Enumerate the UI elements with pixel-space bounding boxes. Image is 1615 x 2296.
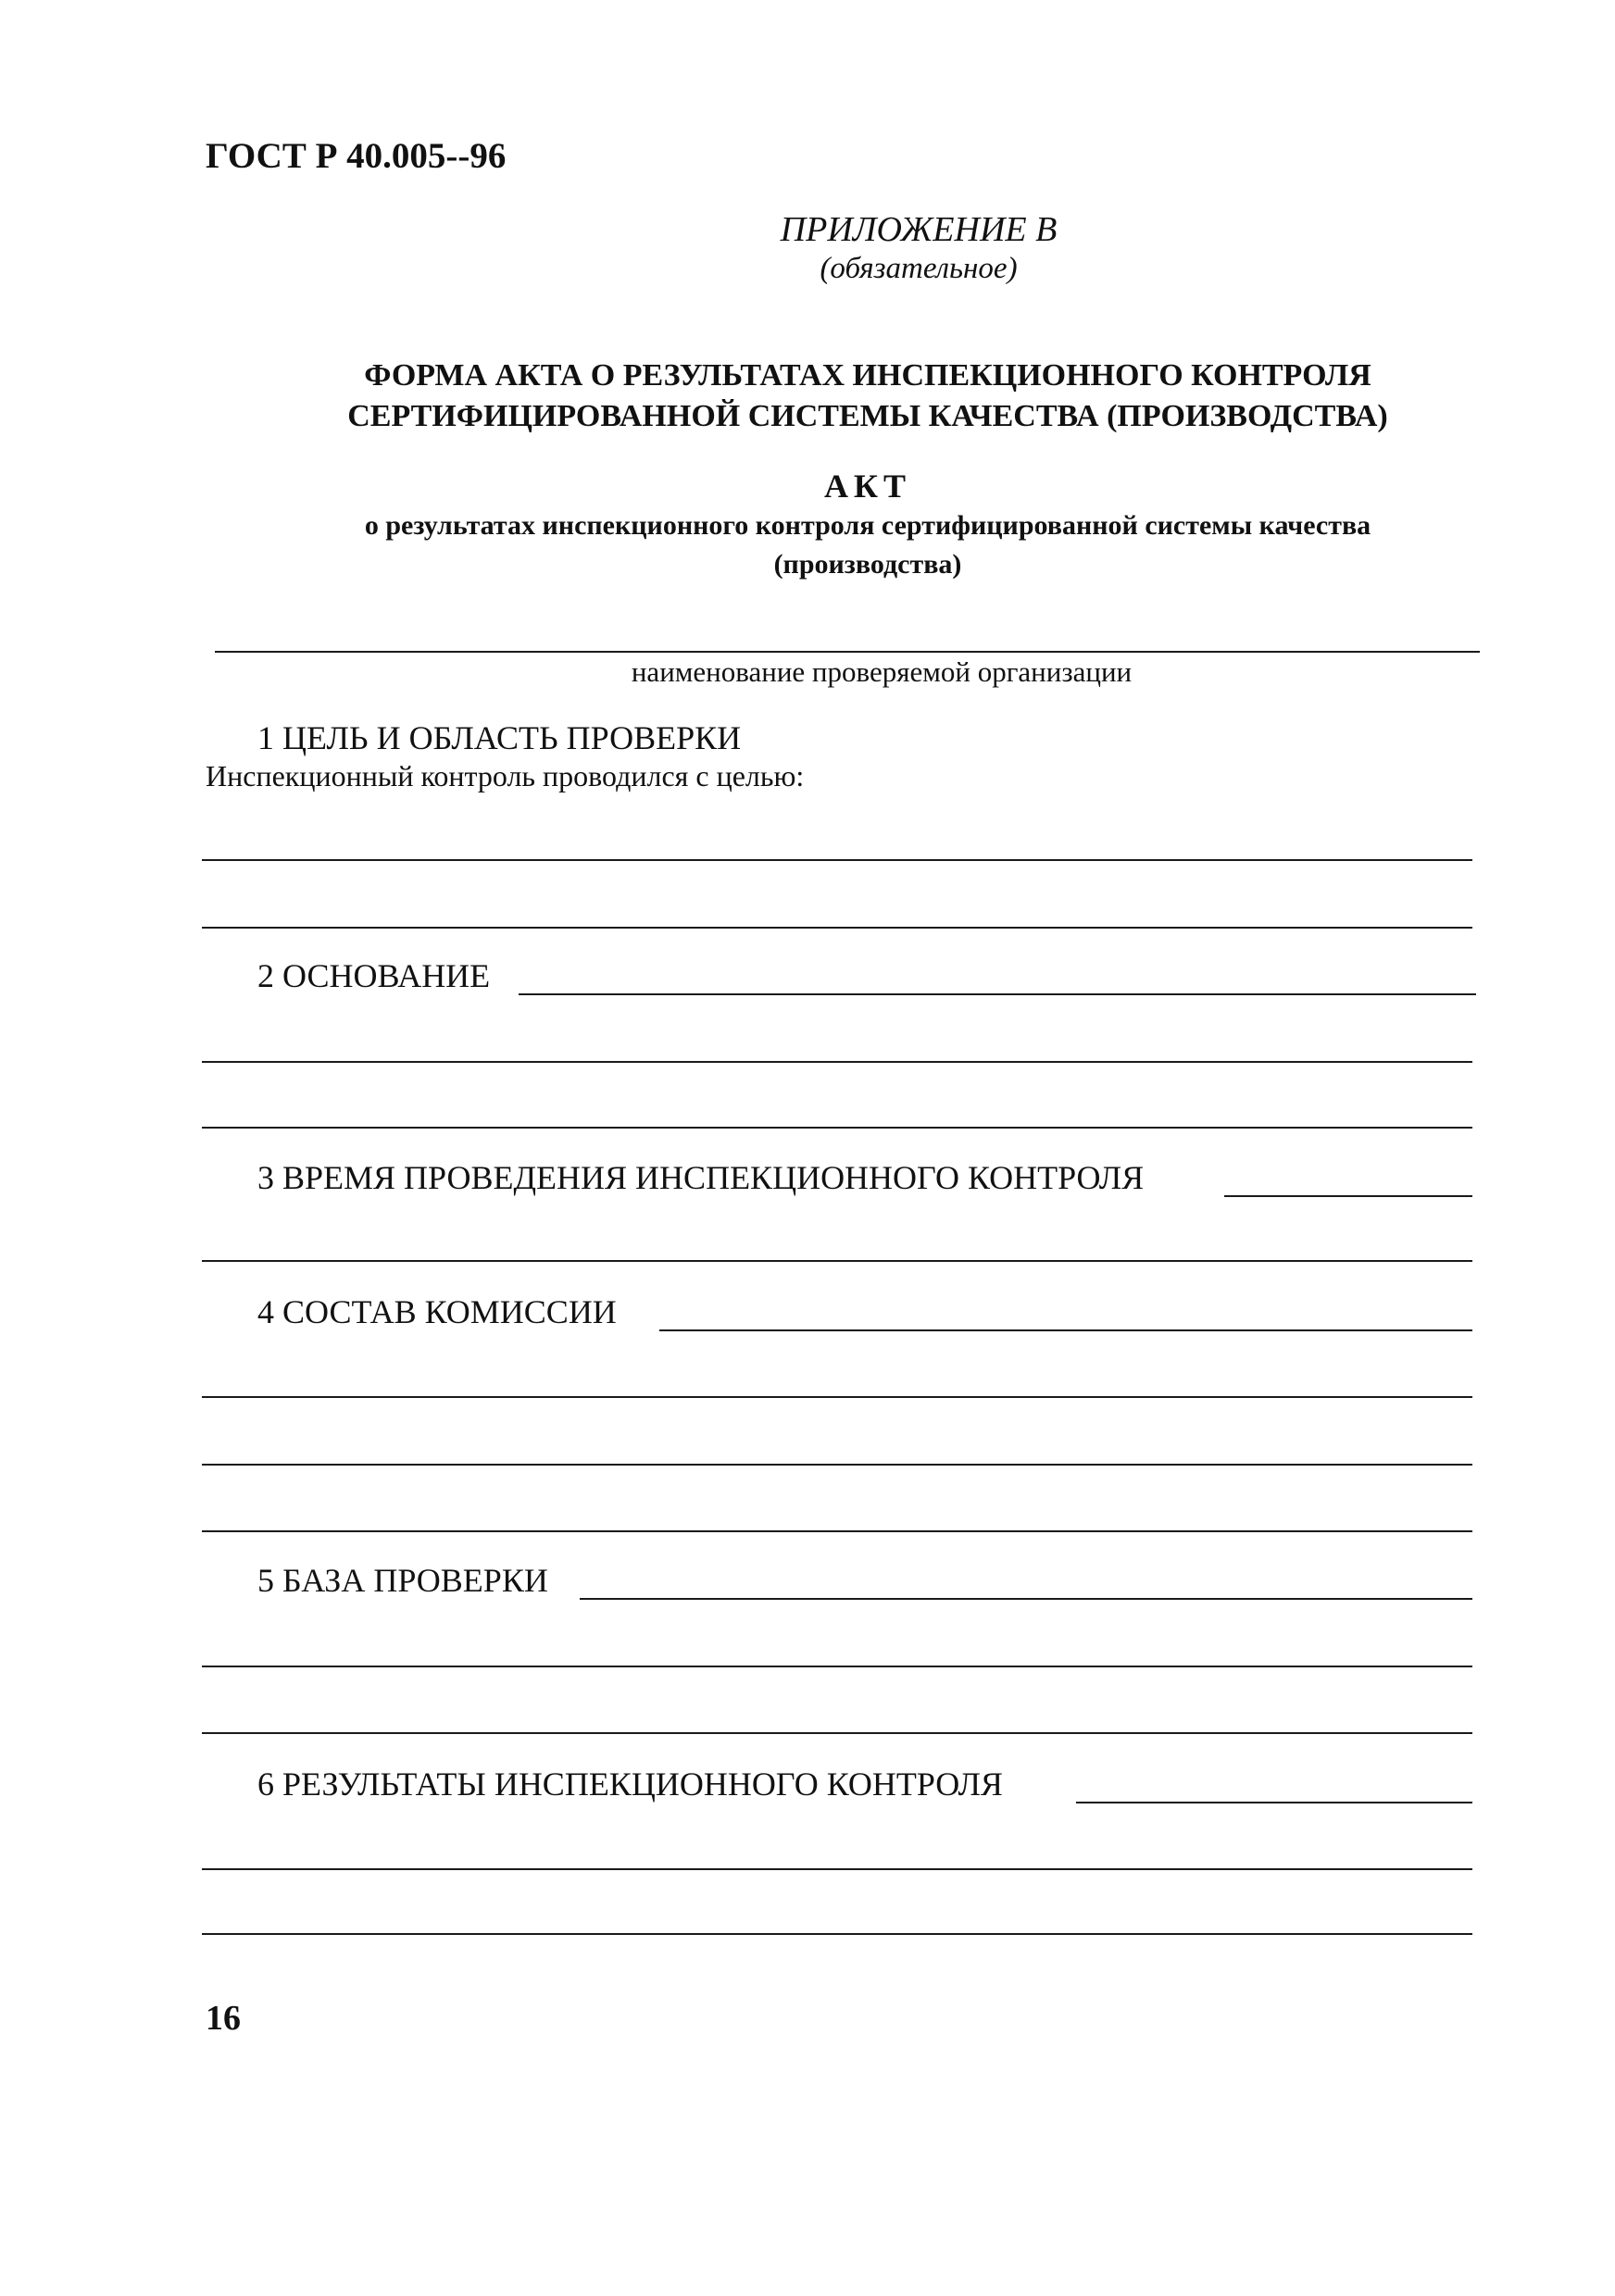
section-2-field-line[interactable] (519, 993, 1476, 995)
section-5-field-line[interactable] (202, 1666, 1472, 1667)
appendix-heading (0, 209, 1615, 286)
section-2-title: 2 ОСНОВАНИЕ (257, 957, 491, 994)
section-5-field-line[interactable] (580, 1598, 1472, 1600)
form-title-line1: ФОРМА АКТА О РЕЗУЛЬТАТАХ ИНСПЕКЦИОННОГО КОНТРОЛЯ (364, 358, 1371, 393)
section-6-field-line[interactable] (1076, 1802, 1472, 1803)
organization-caption: наименование проверяемой организации (631, 655, 1133, 688)
act-heading-block (0, 466, 1615, 584)
section-1-field-line[interactable] (202, 859, 1472, 861)
section-3-field-line[interactable] (202, 1260, 1472, 1262)
section-1-title: 1 ЦЕЛЬ И ОБЛАСТЬ ПРОВЕРКИ (257, 719, 742, 756)
section-4-field-line[interactable] (202, 1396, 1472, 1398)
form-title-line2: СЕРТИФИЦИРОВАННОЙ СИСТЕМЫ КАЧЕСТВА (ПРОИЗВОДСТВА) (347, 399, 1388, 433)
section-2-field-line[interactable] (202, 1127, 1472, 1129)
section-6-field-line[interactable] (202, 1933, 1472, 1935)
section-6-field-line[interactable] (202, 1868, 1472, 1870)
section-1-field-line[interactable] (202, 927, 1472, 929)
section-5-field-line[interactable] (202, 1732, 1472, 1734)
section-5-title: 5 БАЗА ПРОВЕРКИ (257, 1562, 548, 1599)
act-subtitle-line1: о результатах инспекционного контроля сертифицированной системы качества (364, 510, 1371, 541)
document-code: ГОСТ Р 40.005--96 (206, 136, 507, 176)
organization-name-field[interactable] (215, 651, 1480, 653)
appendix-status: (обязательное) (820, 252, 1018, 285)
section-3-title: 3 ВРЕМЯ ПРОВЕДЕНИЯ ИНСПЕКЦИОННОГО КОНТРОЛЯ (257, 1159, 1145, 1196)
section-1-intro: Инспекционный контроль проводился с целью: (206, 759, 805, 792)
act-subtitle-line2: (производства) (773, 549, 962, 580)
appendix-title: ПРИЛОЖЕНИЕ В (780, 210, 1058, 249)
section-6-title: 6 РЕЗУЛЬТАТЫ ИНСПЕКЦИОННОГО КОНТРОЛЯ (257, 1766, 1003, 1803)
act-heading: АКТ (823, 468, 912, 505)
page-number: 16 (206, 1999, 241, 2038)
section-4-field-line[interactable] (202, 1530, 1472, 1532)
section-4-field-line[interactable] (659, 1329, 1472, 1331)
section-4-title: 4 СОСТАВ КОМИССИИ (257, 1293, 617, 1330)
form-title (0, 356, 1615, 437)
section-4-field-line[interactable] (202, 1464, 1472, 1466)
section-2-field-line[interactable] (202, 1061, 1472, 1063)
section-3-field-line[interactable] (1224, 1195, 1472, 1197)
